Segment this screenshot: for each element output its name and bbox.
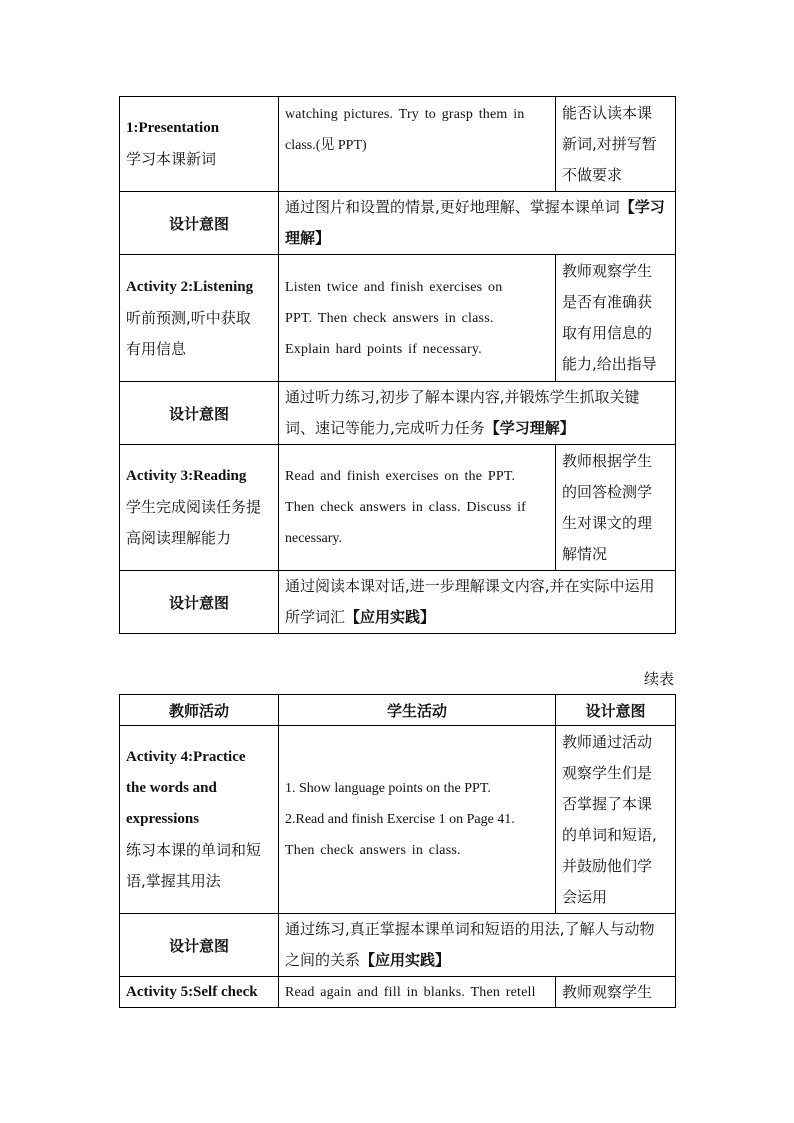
student-line: 2.Read and finish Exercise 1 on Page 41. <box>285 812 515 827</box>
table-row <box>120 914 676 977</box>
design-intent-label: 设计意图 <box>120 571 279 634</box>
intent-tag: 【学习理解】 <box>285 198 665 247</box>
student-line: Then check answers in class. <box>285 843 461 858</box>
activity-subtitle: 听前预测,听中获取 <box>126 308 251 327</box>
activity-title: 1:Presentation <box>126 120 220 136</box>
design-line: 观察学生们是 <box>562 763 653 782</box>
design-line: 的单词和短语, <box>562 825 657 844</box>
student-activity-cell <box>279 445 556 571</box>
table-row <box>120 97 676 192</box>
student-activity-cell <box>279 97 556 192</box>
intent-text: 通过听力练习,初步了解本课内容,并锻炼学生抓取关键词、速记等能力,完成听力任务 <box>285 388 640 437</box>
design-intent-cell <box>556 255 676 382</box>
design-intent-label: 设计意图 <box>120 192 279 255</box>
student-line: Read again and fill in blanks. Then retell <box>279 977 556 1008</box>
lesson-plan-table-1 <box>119 96 676 634</box>
design-line: 教师观察学生 <box>562 262 653 280</box>
student-line: class.(见 PPT) <box>285 138 367 153</box>
activity-title: Activity 2:Listening <box>126 278 254 295</box>
activity-subtitle: 学习本课新词 <box>126 150 217 168</box>
activity-subtitle: 练习本课的单词和短 <box>126 841 262 859</box>
student-activity-cell <box>279 255 556 382</box>
design-line: 取有用信息的 <box>562 324 653 342</box>
table-row <box>120 382 676 445</box>
design-intent-cell <box>556 97 676 192</box>
design-line: 否掌握了本课 <box>562 794 653 813</box>
design-intent-text <box>279 382 676 445</box>
design-intent-label: 设计意图 <box>120 382 279 445</box>
table-row <box>120 255 676 382</box>
teacher-activity-cell <box>120 726 279 914</box>
design-intent-text <box>279 914 676 977</box>
design-intent-cell <box>556 445 676 571</box>
design-line: 教师根据学生 <box>562 451 653 470</box>
student-line: Read and finish exercises on the PPT. <box>285 469 516 484</box>
intent-tag: 【学习理解】 <box>484 419 575 437</box>
student-line: PPT. Then check answers in class. <box>285 310 494 326</box>
design-line: 生对课文的理 <box>562 513 653 532</box>
activity-title: Activity 4:Practice <box>126 749 246 765</box>
design-line: 教师通过活动 <box>562 732 653 751</box>
design-line: 是否有准确获 <box>562 293 653 311</box>
design-line: 能力,给出指导 <box>562 355 657 373</box>
intent-text: 通过练习,真正掌握本课单词和短语的用法,了解人与动物之间的关系 <box>285 920 655 969</box>
student-line: 1. Show language points on the PPT. <box>285 781 491 796</box>
intent-text: 通过阅读本课对话,进一步理解课文内容,并在实际中运用所学词汇 <box>285 577 655 626</box>
intent-tag: 【应用实践】 <box>345 608 436 626</box>
activity-title: expressions <box>126 811 200 827</box>
activity-title: Activity 3:Reading <box>126 468 247 484</box>
design-line: 解情况 <box>562 544 608 563</box>
student-activity-cell <box>279 726 556 914</box>
design-intent-text <box>279 571 676 634</box>
continued-label: 续表 <box>643 670 674 688</box>
header-teacher-activity: 教师活动 <box>120 695 279 726</box>
design-intent-text <box>279 192 676 255</box>
design-line: 新词,对拼写暂 <box>562 134 657 153</box>
design-line: 教师观察学生 <box>556 977 676 1008</box>
student-line: Then check answers in class. Discuss if <box>285 500 527 515</box>
teacher-activity-cell <box>120 255 279 382</box>
student-line: necessary. <box>285 531 343 546</box>
activity-subtitle: 有用信息 <box>126 339 187 358</box>
design-intent-label: 设计意图 <box>120 914 279 977</box>
table-row <box>120 571 676 634</box>
activity-title: Activity 5:Self check <box>120 977 279 1008</box>
header-student-activity: 学生活动 <box>279 695 556 726</box>
design-line: 会运用 <box>562 887 608 906</box>
intent-tag: 【应用实践】 <box>360 951 451 969</box>
teacher-activity-cell <box>120 445 279 571</box>
activity-subtitle: 语,掌握其用法 <box>126 872 221 890</box>
lesson-plan-table-2 <box>119 694 676 1008</box>
table-row <box>120 977 676 1008</box>
intent-text: 通过图片和设置的情景,更好地理解、掌握本课单词 <box>285 198 620 216</box>
header-design-intent: 设计意图 <box>556 695 676 726</box>
activity-subtitle: 高阅读理解能力 <box>126 529 232 547</box>
design-line: 不做要求 <box>562 165 623 184</box>
student-line: Explain hard points if necessary. <box>285 341 482 357</box>
table-header-row <box>120 695 676 726</box>
activity-subtitle: 学生完成阅读任务提 <box>126 498 262 516</box>
table-row <box>120 445 676 571</box>
teacher-activity-cell <box>120 97 279 192</box>
student-line: Listen twice and finish exercises on <box>285 279 503 295</box>
student-line: watching pictures. Try to grasp them in <box>285 107 525 122</box>
table-row <box>120 726 676 914</box>
table-row <box>120 192 676 255</box>
design-line: 的回答检测学 <box>562 482 653 501</box>
design-line: 能否认读本课 <box>562 103 653 122</box>
design-line: 并鼓励他们学 <box>562 856 653 875</box>
activity-title: the words and <box>126 780 217 796</box>
design-intent-cell <box>556 726 676 914</box>
